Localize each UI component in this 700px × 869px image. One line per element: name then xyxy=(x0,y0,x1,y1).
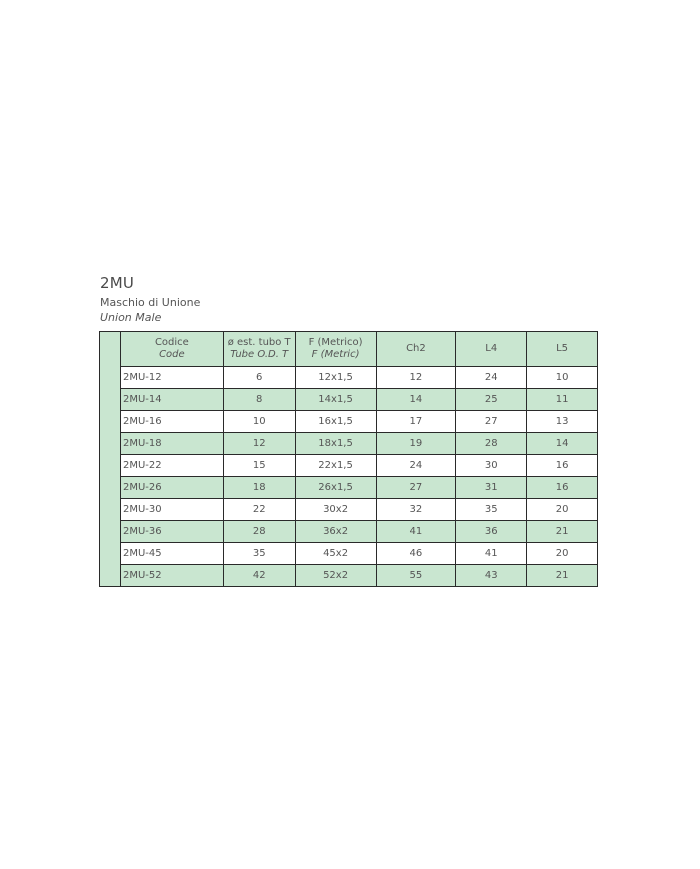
cell-l4: 31 xyxy=(456,477,527,499)
header-thread xyxy=(295,332,376,367)
cell-l5: 21 xyxy=(527,565,598,587)
cell-thread: 16x1,5 xyxy=(295,411,376,433)
header-l4 xyxy=(456,332,527,367)
table-row xyxy=(121,433,598,455)
cell-thread: 14x1,5 xyxy=(295,389,376,411)
header-l5 xyxy=(527,332,598,367)
header-thread-it: F (Metrico) xyxy=(308,337,363,348)
cell-l4: 36 xyxy=(456,521,527,543)
cell-code: 2MU-18 xyxy=(121,433,224,455)
spec-table-container xyxy=(99,331,599,587)
table-row xyxy=(121,455,598,477)
cell-thread: 45x2 xyxy=(295,543,376,565)
cell-tube-od: 6 xyxy=(223,367,295,389)
table-row xyxy=(121,477,598,499)
table-row xyxy=(121,499,598,521)
cell-ch2: 19 xyxy=(376,433,456,455)
header-ch2 xyxy=(376,332,456,367)
cell-tube-od: 12 xyxy=(223,433,295,455)
cell-code: 2MU-30 xyxy=(121,499,224,521)
cell-ch2: 46 xyxy=(376,543,456,565)
cell-thread: 52x2 xyxy=(295,565,376,587)
cell-code: 2MU-52 xyxy=(121,565,224,587)
cell-tube-od: 8 xyxy=(223,389,295,411)
cell-l5: 11 xyxy=(527,389,598,411)
cell-ch2: 12 xyxy=(376,367,456,389)
cell-tube-od: 35 xyxy=(223,543,295,565)
cell-code: 2MU-14 xyxy=(121,389,224,411)
spec-table xyxy=(120,331,598,587)
cell-ch2: 24 xyxy=(376,455,456,477)
cell-thread: 22x1,5 xyxy=(295,455,376,477)
cell-tube-od: 22 xyxy=(223,499,295,521)
table-row xyxy=(121,389,598,411)
cell-l5: 10 xyxy=(527,367,598,389)
cell-thread: 26x1,5 xyxy=(295,477,376,499)
cell-l4: 27 xyxy=(456,411,527,433)
header-code-it: Codice xyxy=(154,337,189,348)
cell-tube-od: 15 xyxy=(223,455,295,477)
cell-l5: 20 xyxy=(527,543,598,565)
cell-l5: 13 xyxy=(527,411,598,433)
table-row xyxy=(121,565,598,587)
table-row xyxy=(121,411,598,433)
cell-ch2: 27 xyxy=(376,477,456,499)
header-ch2-label: Ch2 xyxy=(406,343,426,354)
product-header xyxy=(100,274,200,325)
cell-l5: 16 xyxy=(527,455,598,477)
table-header-row xyxy=(121,332,598,367)
cell-l4: 25 xyxy=(456,389,527,411)
header-tube-od xyxy=(223,332,295,367)
cell-l5: 16 xyxy=(527,477,598,499)
cell-tube-od: 28 xyxy=(223,521,295,543)
product-name-english: Union Male xyxy=(100,311,162,324)
cell-code: 2MU-12 xyxy=(121,367,224,389)
header-code xyxy=(121,332,224,367)
table-row xyxy=(121,367,598,389)
product-code: 2MU xyxy=(100,274,135,292)
header-thread-en: F (Metric) xyxy=(311,349,360,360)
cell-ch2: 14 xyxy=(376,389,456,411)
cell-l4: 28 xyxy=(456,433,527,455)
cell-thread: 30x2 xyxy=(295,499,376,521)
header-tube-od-it: ø est. tubo T xyxy=(227,337,291,348)
cell-l5: 20 xyxy=(527,499,598,521)
cell-ch2: 55 xyxy=(376,565,456,587)
cell-code: 2MU-36 xyxy=(121,521,224,543)
cell-ch2: 32 xyxy=(376,499,456,521)
table-row xyxy=(121,521,598,543)
cell-code: 2MU-16 xyxy=(121,411,224,433)
cell-thread: 36x2 xyxy=(295,521,376,543)
cell-l5: 21 xyxy=(527,521,598,543)
cell-code: 2MU-26 xyxy=(121,477,224,499)
cell-l4: 35 xyxy=(456,499,527,521)
cell-ch2: 17 xyxy=(376,411,456,433)
cell-code: 2MU-22 xyxy=(121,455,224,477)
cell-code: 2MU-45 xyxy=(121,543,224,565)
cell-l4: 43 xyxy=(456,565,527,587)
cell-tube-od: 18 xyxy=(223,477,295,499)
cell-l4: 41 xyxy=(456,543,527,565)
side-color-band xyxy=(99,331,121,587)
cell-tube-od: 10 xyxy=(223,411,295,433)
cell-l4: 24 xyxy=(456,367,527,389)
header-tube-od-en: Tube O.D. T xyxy=(230,349,289,360)
header-l5-label: L5 xyxy=(556,343,569,354)
cell-l5: 14 xyxy=(527,433,598,455)
product-name-italian: Maschio di Unione xyxy=(100,296,201,309)
cell-tube-od: 42 xyxy=(223,565,295,587)
header-l4-label: L4 xyxy=(485,343,498,354)
table-row xyxy=(121,543,598,565)
cell-thread: 12x1,5 xyxy=(295,367,376,389)
cell-l4: 30 xyxy=(456,455,527,477)
header-code-en: Code xyxy=(159,349,185,360)
cell-thread: 18x1,5 xyxy=(295,433,376,455)
cell-ch2: 41 xyxy=(376,521,456,543)
